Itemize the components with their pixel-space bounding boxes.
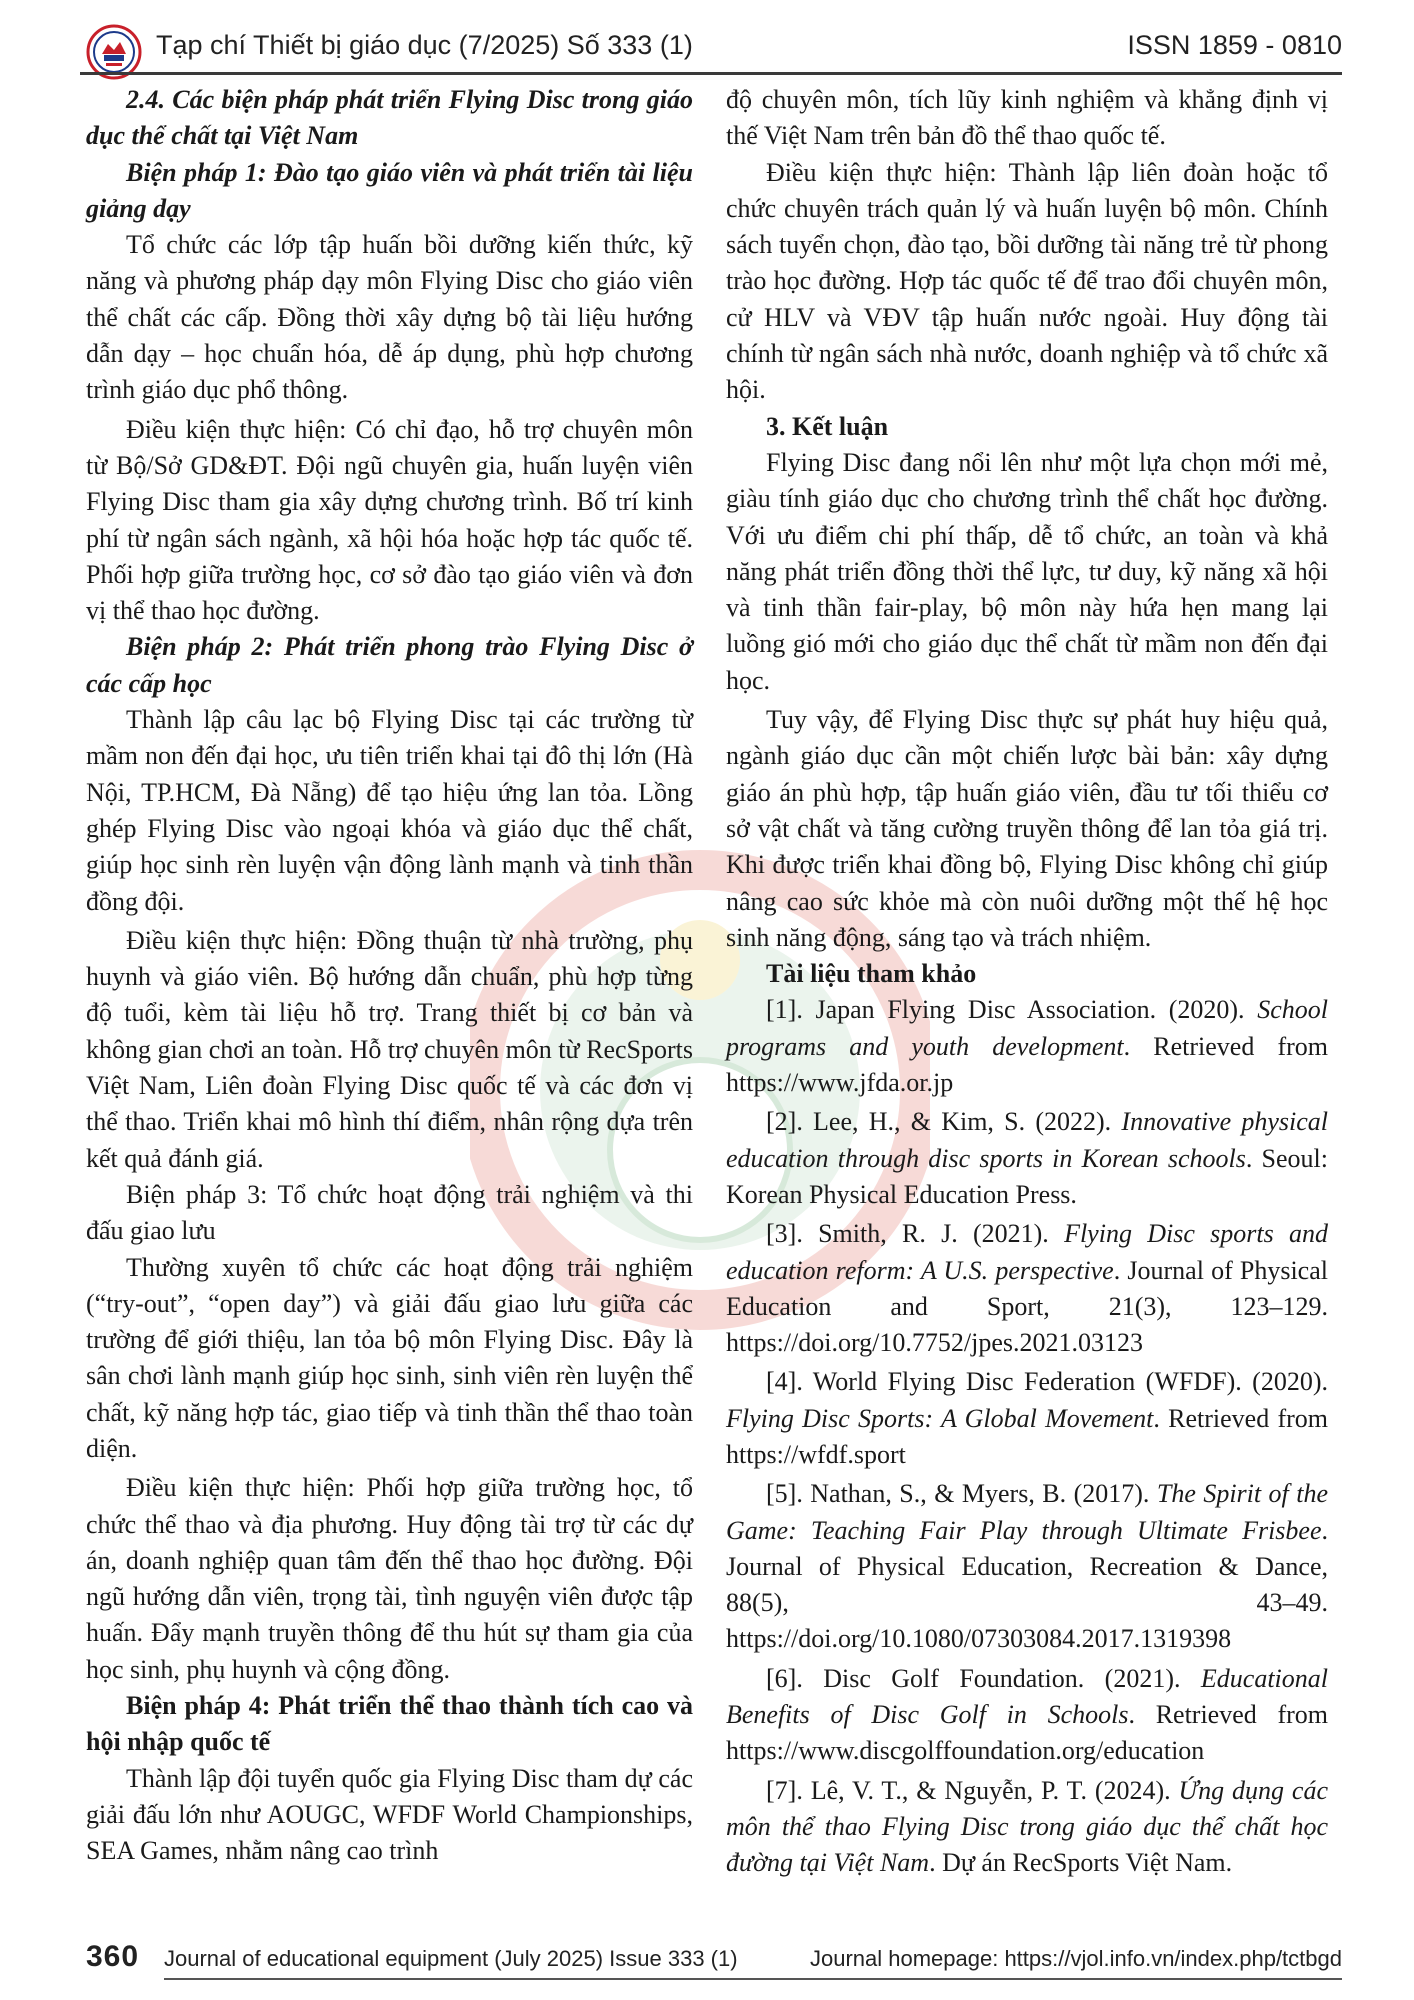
reference-text: [6]. Disc Golf Foundation. (2021). (766, 1663, 1201, 1693)
measure-1-paragraph-2: Điều kiện thực hiện: Có chỉ đạo, hỗ trợ chuyên môn từ Bộ/Sở GD&ĐT. Đội ngũ chuyên gia, huấn luyện viên Flying Disc tham gia xây dựng chương trình. Bố trí kinh phí từ ngân sách ngành, xã hội hóa hoặc hợp tác quốc tế. Phối hợp giữa trường học, cơ sở đào tạo giáo viên và đơn vị thể thao học đường. (86, 414, 693, 626)
reference-text: [2]. Lee, H., & Kim, S. (2022). (766, 1107, 1122, 1137)
reference-title: Flying Disc sports and education reform: A U.S. perspective (726, 1219, 1328, 1285)
reference-item (726, 1476, 1328, 1657)
conclusion-paragraph-1: Flying Disc đang nổi lên như một lựa chọn mới mẻ, giàu tính giáo dục cho chương trình thể chất học đường. Với ưu điểm chi phí thấp, dễ tổ chức, an toàn và khả năng phát triển đồng thời thể lực, tư duy, kỹ năng xã hội và tinh thần fair-play, bộ môn này hứa hẹn mang lại luồng gió mới cho giáo dục thể chất từ mầm non đến đại học. (726, 447, 1328, 695)
measure-3-paragraph-1: Thường xuyên tổ chức các hoạt động trải nghiệm (“try-out”, “open day”) và giải đấu giao lưu giữa các trường để giới thiệu, lan tỏa bộ môn Flying Disc. Đây là sân chơi lành mạnh giúp học sinh, sinh viên rèn luyện thể chất, kỹ năng hợp tác, giao tiếp và tinh thần thể thao toàn diện. (86, 1252, 693, 1463)
reference-item (726, 1773, 1328, 1882)
reference-text: . Retrieved from https://www.jfda.or.jp (726, 1031, 1328, 1098)
header-divider (80, 72, 1342, 75)
reference-item (726, 992, 1328, 1101)
reference-item (726, 1661, 1328, 1770)
reference-title: Innovative physical education through disc sports in Korean schools (726, 1107, 1329, 1173)
measure-4-paragraph-2: Điều kiện thực hiện: Thành lập liên đoàn hoặc tổ chức chuyên trách quản lý và huấn luyện bộ môn. Chính sách tuyển chọn, đào tạo, bồi dưỡng tài năng trẻ từ phong trào học đường. Hợp tác quốc tế để trao đổi chuyên môn, cử HLV và VĐV tập huấn nước ngoài. Huy động tài chính từ ngân sách nhà nước, doanh nghiệp và tổ chức xã hội. (726, 157, 1328, 405)
references-heading: Tài liệu tham khảo (766, 959, 977, 989)
journal-title: Tạp chí Thiết bị giáo dục (7/2025) Số 333 (1) (156, 30, 693, 60)
reference-text: [3]. Smith, R. J. (2021). (766, 1219, 1065, 1249)
reference-text: . Retrieved from https://www.discgolffoundation.org/education (726, 1700, 1328, 1766)
reference-title: Flying Disc Sports: A Global Movement (726, 1403, 1154, 1433)
journal-homepage: Journal homepage: https://vjol.info.vn/index.php/tctbgd (809, 1946, 1342, 1971)
measure-1-paragraph-1: Tổ chức các lớp tập huấn bồi dưỡng kiến thức, kỹ năng và phương pháp dạy môn Flying Disc cho giáo viên thể chất các cấp. Đồng thời xây dựng bộ tài liệu hướng dẫn dạy – học chuẩn hóa, dễ áp dụng, phù hợp chương trình giáo dục phổ thông. (86, 230, 693, 405)
reference-text: . Seoul: Korean Physical Education Press. (726, 1143, 1328, 1209)
measure-2-heading: Biện pháp 2: Phát triển phong trào Flying Disc ở các cấp học (86, 632, 693, 698)
measure-3-heading: Biện pháp 3: Tổ chức hoạt động trải nghiệm và thi đấu giao lưu (86, 1179, 693, 1246)
reference-item (726, 1104, 1328, 1213)
journal-english-title: Journal of educational equipment (July 2025) Issue 333 (1) (164, 1946, 738, 1971)
section-2-4-heading: 2.4. Các biện pháp phát triển Flying Disc trong giáo dục thể chất tại Việt Nam (86, 85, 693, 151)
reference-text: . Journal of Physical Education and Sport, 21(3), 123–129. https://doi.org/10.7752/jpes.2021.03123 (726, 1255, 1328, 1358)
reference-text: [1]. Japan Flying Disc Association. (2020). (766, 995, 1258, 1025)
measure-3-paragraph-2: Điều kiện thực hiện: Phối hợp giữa trường học, tổ chức thể thao và địa phương. Huy động tài trợ từ các dự án, doanh nghiệp quan tâm đến thể thao học đường. Đội ngũ hướng dẫn viên, trọng tài, tình nguyện viên được tập huấn. Đẩy mạnh truyền thông để thu hút sự tham gia của học sinh, phụ huynh và cộng đồng. (86, 1473, 693, 1684)
measure-4-paragraph-1-continued: độ chuyên môn, tích lũy kinh nghiệm và khẳng định vị thế Việt Nam trên bản đồ thể thao quốc tế. (726, 85, 1328, 151)
section-3-heading: 3. Kết luận (766, 411, 889, 441)
measure-1-heading: Biện pháp 1: Đào tạo giáo viên và phát triển tài liệu giảng dạy (86, 157, 693, 223)
conclusion-paragraph-2: Tuy vậy, để Flying Disc thực sự phát huy hiệu quả, ngành giáo dục cần một chiến lược bài bản: xây dựng giáo án phù hợp, tập huấn giáo viên, đầu tư tối thiểu cơ sở vật chất và tăng cường truyền thông để lan tỏa giá trị. Khi được triển khai đồng bộ, Flying Disc không chỉ giúp nâng cao sức khỏe mà còn nuôi dưỡng một thế hệ học sinh năng động, sáng tạo và trách nhiệm. (726, 705, 1328, 952)
left-column (86, 82, 693, 1870)
reference-text: [5]. Nathan, S., & Myers, B. (2017). (766, 1479, 1157, 1509)
right-column (726, 82, 1328, 1882)
reference-item (726, 1364, 1328, 1473)
reference-title: School programs and youth development (726, 995, 1328, 1061)
reference-title: Educational Benefits of Disc Golf in Schools (726, 1663, 1328, 1730)
reference-text: [7]. Lê, V. T., & Nguyễn, P. T. (2024). (766, 1775, 1179, 1805)
reference-text: . Retrieved from https://wfdf.sport (726, 1403, 1328, 1469)
reference-text: [4]. World Flying Disc Federation (WFDF). (2020). (766, 1367, 1328, 1397)
footer-divider (164, 1978, 1342, 1980)
page-header (80, 18, 1342, 72)
page-footer (80, 1940, 1342, 1980)
reference-title: The Spirit of the Game: Teaching Fair Play through Ultimate Frisbee (726, 1479, 1328, 1545)
reference-title: Ứng dụng các môn thể thao Flying Disc trong giáo dục thể chất học đường tại Việt Nam (726, 1775, 1328, 1878)
reference-text: . Journal of Physical Education, Recreation & Dance, 88(5), 43–49. https://doi.org/10.1080/07303084.2017.1319398 (726, 1515, 1328, 1654)
reference-text: . Dự án RecSports Việt Nam. (929, 1848, 1233, 1878)
reference-item (726, 1216, 1328, 1361)
page-number: 360 (86, 1940, 140, 1973)
measure-4-paragraph-1: Thành lập đội tuyển quốc gia Flying Disc tham dự các giải đấu lớn như AOUGC, WFDF World Championships, SEA Games, nhằm nâng cao trình (86, 1763, 693, 1866)
measure-2-paragraph-1: Thành lập câu lạc bộ Flying Disc tại các trường từ mầm non đến đại học, ưu tiên triển khai tại đô thị lớn (Hà Nội, TP.HCM, Đà Nẵng) để tạo hiệu ứng lan tỏa. Lồng ghép Flying Disc vào ngoại khóa và giáo dục thể chất, giúp học sinh rèn luyện vận động lành mạnh và tinh thần đồng đội. (86, 705, 693, 916)
issn: ISSN 1859 - 0810 (1127, 30, 1342, 60)
measure-2-paragraph-2: Điều kiện thực hiện: Đồng thuận từ nhà trường, phụ huynh và giáo viên. Bộ hướng dẫn chuẩn, phù hợp từng độ tuổi, kèm tài liệu hỗ trợ. Trang thiết bị cơ bản và không gian chơi an toàn. Hỗ trợ chuyên môn từ RecSports Việt Nam, Liên đoàn Flying Disc quốc tế và các đơn vị thể thao. Triển khai mô hình thí điểm, nhân rộng dựa trên kết quả đánh giá. (86, 925, 693, 1173)
measure-4-heading: Biện pháp 4: Phát triển thể thao thành tích cao và hội nhập quốc tế (86, 1691, 693, 1757)
